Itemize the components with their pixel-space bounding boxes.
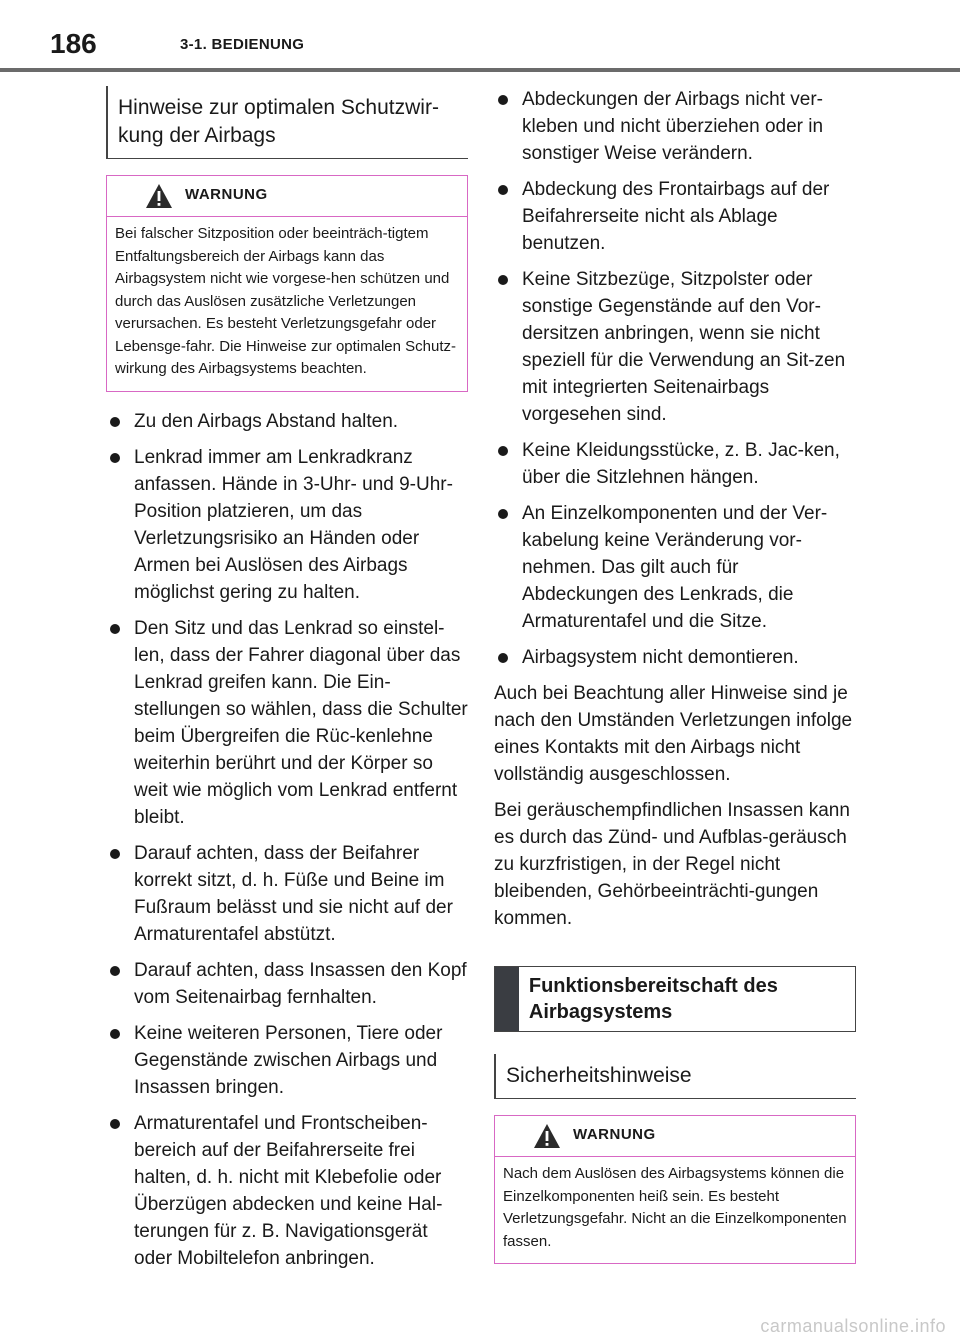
watermark: carmanualsonline.info xyxy=(760,1316,946,1336)
bullet-dot-icon xyxy=(110,624,120,634)
paragraph: Bei geräuschempfindlichen Insassen kann es durch das Zünd- und Aufblas-geräusch zu kurzfristigen, in der Regel nicht bleibenden, Gehörbeeinträchti-gungen kommen. xyxy=(494,800,850,929)
bullet-dot-icon xyxy=(110,966,120,976)
list-item: Abdeckung des Frontairbags auf der Beifahrerseite nicht als Ablage benutzen. xyxy=(494,176,856,257)
list-item: Lenkrad immer am Lenkradkranz anfassen. Hände in 3-Uhr- und 9-Uhr-Position platzieren, um das Verletzungsrisiko an Händen oder Armen bei Auslösen des Airbags möglichst gering zu halten. xyxy=(106,444,468,606)
warning-box-right xyxy=(494,1115,856,1264)
section-heading-sicherheitshinweise: Sicherheitshinweise xyxy=(494,1054,856,1099)
section-bar xyxy=(495,967,519,1031)
left-column xyxy=(106,86,468,1281)
list-item: Darauf achten, dass der Beifahrer korrekt sitzt, d. h. Füße und Beine im Fußraum belässt und sie nicht auf der Armaturentafel abstützt. xyxy=(106,840,468,948)
page-number: 186 xyxy=(50,28,97,59)
warning-text: Nach dem Auslösen des Airbagsystems können die Einzelkomponenten heiß sein. Es besteht Verletzungsgefahr. Nicht an die Einzelkomponenten fassen. xyxy=(503,1165,847,1250)
bullet-dot-icon xyxy=(110,453,120,463)
page-header xyxy=(0,0,960,70)
list-item: Armaturentafel und Frontscheiben-bereich auf der Beifahrerseite frei halten, d. h. nicht mit Klebefolie oder Überzügen abdecken und keine Hal-terungen für z. B. Navigationsgerät oder Mobiltelefon anbringen. xyxy=(106,1110,468,1272)
bullet-dot-icon xyxy=(498,95,508,105)
warning-header xyxy=(495,1116,855,1157)
bullet-list-right xyxy=(494,86,856,671)
list-item: An Einzelkomponenten und der Ver-kabelung keine Veränderung vor-nehmen. Das gilt auch für Abdeckungen des Lenkrads, die Armaturentafel und die Sitze. xyxy=(494,500,856,635)
list-item: Keine Kleidungsstücke, z. B. Jac-ken, über die Sitzlehnen hängen. xyxy=(494,437,856,491)
chapter-title: 3-1. BEDIENUNG xyxy=(180,36,305,53)
bullet-dot-icon xyxy=(498,509,508,519)
section-heading-schutzwirkung: Hinweise zur optimalen Schutzwir-kung der Airbags xyxy=(106,86,468,159)
bullet-list-left xyxy=(106,408,468,1272)
warning-triangle-icon xyxy=(145,183,173,209)
list-item: Den Sitz und das Lenkrad so einstel-len, dass der Fahrer diagonal über das Lenkrad greifen kann. Die Ein-stellungen so wählen, dass die Schulter beim Übergreifen die Rüc-kenlehne weiterhin berührt und der Körper so weit wie möglich vom Lenkrad entfernt bleibt. xyxy=(106,615,468,831)
right-column xyxy=(494,86,856,1264)
bullet-dot-icon xyxy=(110,417,120,427)
bullet-dot-icon xyxy=(110,1119,120,1129)
list-item: Keine Sitzbezüge, Sitzpolster oder sonstige Gegenstände auf den Vor-dersitzen anbringen, wenn sie nicht speziell für die Verwendung an Sit-zen mit integrierten Seitenairbags vorgesehen sind. xyxy=(494,266,856,428)
warning-title: WARNUNG xyxy=(185,186,268,203)
list-item: Zu den Airbags Abstand halten. xyxy=(106,408,468,435)
paragraph: Auch bei Beachtung aller Hinweise sind je nach den Umständen Verletzungen infolge eines Kontakts mit den Airbags nicht vollständig ausgeschlossen. xyxy=(494,683,853,785)
list-item: Abdeckungen der Airbags nicht ver-kleben und nicht überziehen oder in sonstiger Weise verändern. xyxy=(494,86,856,167)
warning-box-left xyxy=(106,175,468,392)
section-title-funktionsbereitschaft: Funktionsbereitschaft des Airbagsystems xyxy=(528,975,778,1023)
bullet-dot-icon xyxy=(498,275,508,285)
warning-text: Bei falscher Sitzposition oder beeinträch-tigtem Entfaltungsbereich der Airbags kann das Airbagsystem nicht wie vorgese-hen schützen und durch das Auslösen zusätzliche Verletzungen verursachen. Es besteht Verletzungsgefahr oder Lebensge-fahr. Die Hinweise zur optimalen Schutz-wirkung des Airbagsystems beachten. xyxy=(115,225,457,377)
list-item: Darauf achten, dass Insassen den Kopf vom Seitenairbag fernhalten. xyxy=(106,957,468,1011)
warning-title: WARNUNG xyxy=(573,1126,656,1143)
warning-header xyxy=(107,176,467,217)
bullet-dot-icon xyxy=(110,849,120,859)
chapter-section-box xyxy=(494,966,856,1032)
bullet-dot-icon xyxy=(498,653,508,663)
header-rule xyxy=(0,68,960,72)
warning-triangle-icon xyxy=(533,1123,561,1149)
list-item: Keine weiteren Personen, Tiere oder Gegenstände zwischen Airbags und Insassen bringen. xyxy=(106,1020,468,1101)
bullet-dot-icon xyxy=(498,185,508,195)
bullet-dot-icon xyxy=(110,1029,120,1039)
bullet-dot-icon xyxy=(498,446,508,456)
list-item: Airbagsystem nicht demontieren. xyxy=(494,644,856,671)
